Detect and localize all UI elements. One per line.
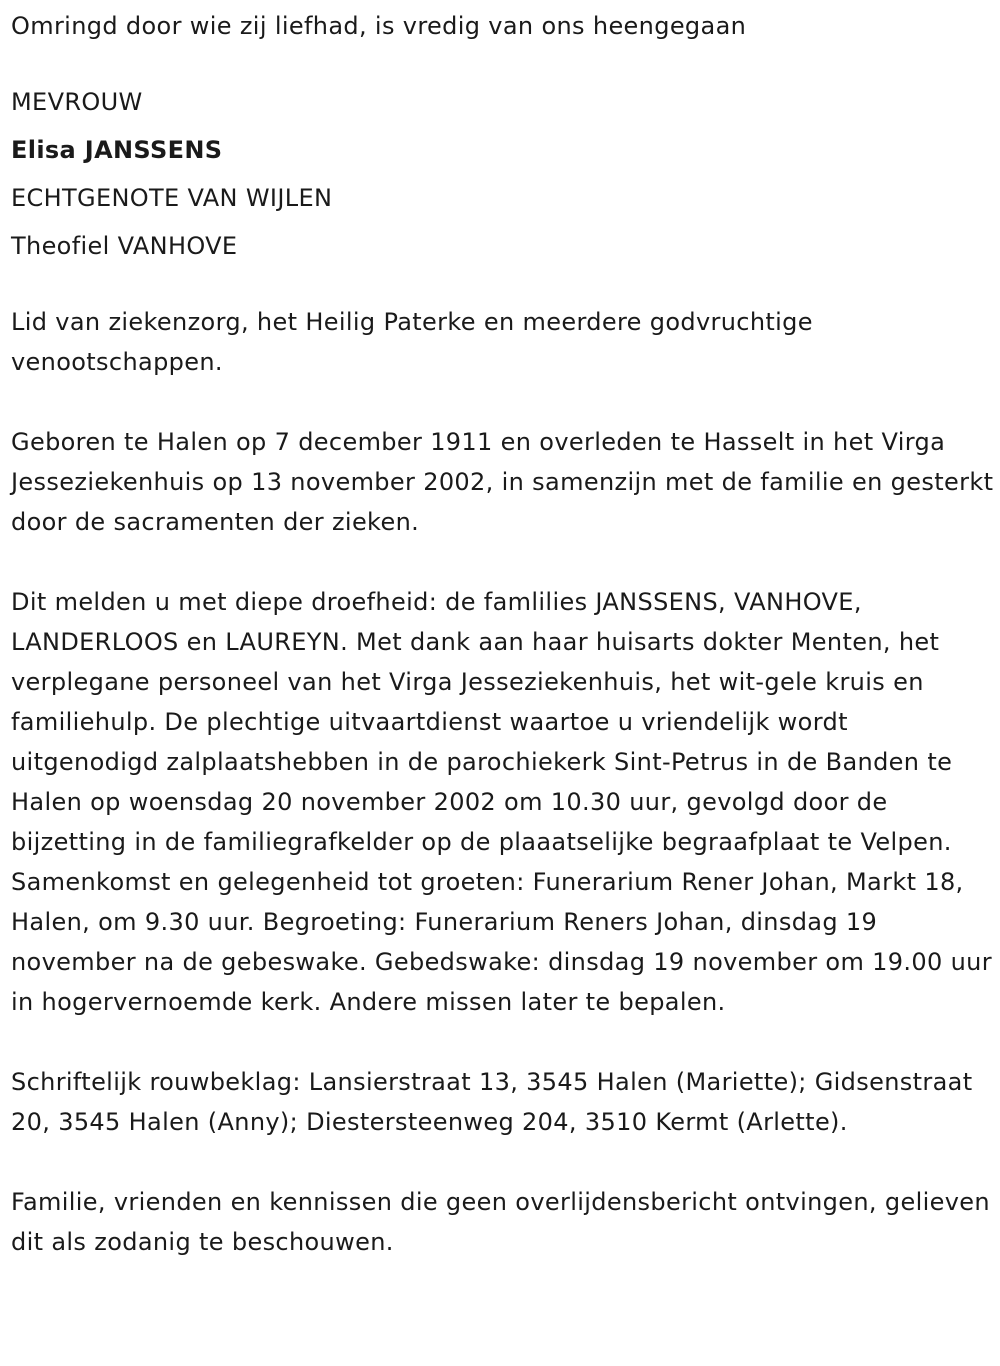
spacer: [11, 270, 1000, 302]
announcement-paragraph: Dit melden u met diepe droefheid: de famlilies JANSSENS, VANHOVE, LANDERLOOS en LAUREYN. Met dank aan haar huisarts dokter Menten, het verplegane personeel van het Virga Jesseziekenhuis, het wit-gele kruis en familiehulp. De plechtige uitvaartdienst waartoe u vriendelijk wordt uitgenodigd zalplaatshebben in de parochiekerk Sint-Petrus in de Banden te Halen op woensdag 20 november 2002 om 10.30 uur, gevolgd door de bijzetting in de familiegrafkelder op de plaaatselijke begraafplaat te Velpen. Samenkomst en gelegenheid tot groeten: Funerarium Rener Johan, Markt 18, Halen, om 9.30 uur. Begroeting: Funerarium Reners Johan, dinsdag 19 november na de gebeswake. Gebedswake: dinsdag 19 november om 19.00 uur in hogervernoemde kerk. Andere missen later te bepalen.: [11, 588, 992, 1016]
spacer: [11, 382, 1000, 422]
birth-death-paragraph: Geboren te Halen op 7 december 1911 en overleden te Hasselt in het Virga Jesseziekenhuis op 13 november 2002, in samenzijn met de familie en gesterkt door de sacramenten der zieken.: [11, 428, 994, 536]
intro-line: Omringd door wie zij liefhad, is vredig van ons heengegaan: [11, 12, 747, 40]
title-prefix: MEVROUW: [11, 88, 143, 116]
spacer: [11, 542, 1000, 582]
membership-paragraph: Lid van ziekenzorg, het Heilig Paterke en meerdere godvruchtige venootschappen.: [11, 308, 813, 376]
closing-paragraph: Familie, vrienden en kennissen die geen overlijdensbericht ontvingen, gelieven dit als zodanig te beschouwen.: [11, 1188, 990, 1256]
deceased-name: Elisa JANSSENS: [11, 136, 223, 164]
spacer: [11, 1142, 1000, 1182]
spacer: [11, 46, 1000, 78]
spouse-name: Theofiel VANHOVE: [11, 232, 238, 260]
spacer: [11, 1022, 1000, 1062]
relation-line: ECHTGENOTE VAN WIJLEN: [11, 184, 333, 212]
condolences-paragraph: Schriftelijk rouwbeklag: Lansierstraat 13, 3545 Halen (Mariette); Gidsenstraat 20, 3545 Halen (Anny); Diestersteenweg 204, 3510 Kermt (Arlette).: [11, 1068, 973, 1136]
